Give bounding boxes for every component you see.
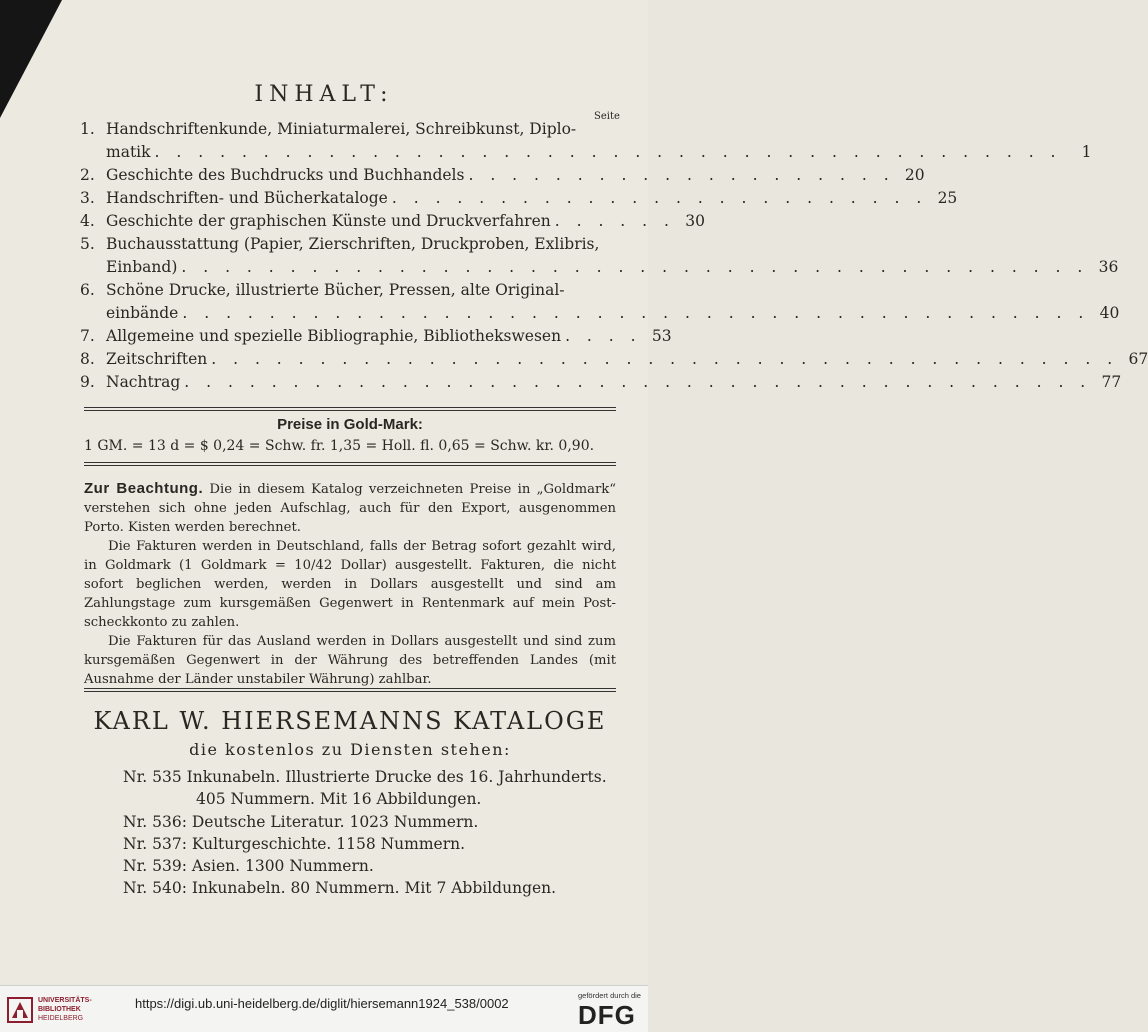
leader-dots: . . . . . . [554,212,675,230]
divider-rule [84,462,616,466]
prices-title: Preise in Gold-Mark: [277,416,423,433]
catalog-title: KARL W. HIERSEMANNS KATALOGE [93,707,607,735]
leader-dots: . . . . . . . . . . . . . . . . . . . . . . . . . . . . . . . . . . . . . . . . . . [182,304,1090,322]
toc-entry-continued: matik . . . . . . . . . . . . . . . . . . . . . . . . . . . . . . . . . . . . . . . . . . 1 [80,141,620,164]
table-of-contents [80,118,1148,394]
permalink-url[interactable]: https://digi.ub.uni-heidelberg.de/diglit/hiersemann1924_538/0002 [135,996,509,1011]
leader-dots: . . . . . . . . . . . . . . . . . . . . . . . . . . . . . . . . . . . . . . . . . . [154,143,1062,161]
catalog-item: Nr. 540: Inkunabeln. 80 Nummern. Mit 7 Abbildungen. [123,879,557,898]
university-seal-icon [6,994,34,1024]
leader-dots: . . . . . . . . . . . . . . . . . . . . . . . . . . . . . . . . . . . . . . . . . . [181,258,1089,276]
library-logo-text[interactable]: UNIVERSITÄTS- BIBLIOTHEK HEIDELBERG [38,997,92,1022]
notice-heading: Zur Beachtung. [84,480,204,497]
catalog-item: Nr. 536: Deutsche Literatur. 1023 Nummern. [123,812,479,831]
prices-conversion-line: 1 GM. = 13 d = $ 0,24 = Schw. fr. 1,35 = Holl. fl. 0,65 = Schw. kr. 0,90. [84,438,595,454]
toc-entry: 6. Schöne Drucke, illustrierte Bücher, Pressen, alte Original- [80,281,565,299]
notice-paragraph: Die Fakturen für das Ausland werden in Dollars ausgestellt und sind zum kursgemäßen Gegenwert in der Währung des betreffenden Landes (mit Ausnahme der Länder unstabiler Währung) zahlbar. [84,634,616,687]
toc-title: INHALT: [254,82,394,107]
leader-dots: . . . . . . . . . . . . . . . . . . . . [468,166,895,184]
toc-entry: 1. Handschriftenkunde, Miniaturmalerei, Schreibkunst, Diplo- [80,120,577,138]
toc-entry-continued: Einband) . . . . . . . . . . . . . . . . . . . . . . . . . . . . . . . . . . . . . . . . . . 36 [80,256,620,279]
notice-section [84,479,616,689]
catalog-list [123,766,623,900]
page-column-header: Seite [594,111,620,122]
funding-label: gefördert durch die [578,991,641,1000]
leader-dots: . . . . . . . . . . . . . . . . . . . . . . . . . [391,189,928,207]
catalog-subtitle: die kostenlos zu Diensten stehen: [189,740,511,759]
toc-entry: 4. Geschichte der graphischen Künste und Druckverfahren . . . . . . 30 [80,210,620,233]
leader-dots: . . . . [565,327,642,345]
toc-entry: 9. Nachtrag . . . . . . . . . . . . . . . . . . . . . . . . . . . . . . . . . . . . . . . . . . 77 [80,371,620,394]
toc-entry: 7. Allgemeine und spezielle Bibliographie, Bibliothekswesen . . . . 53 [80,325,620,348]
catalog-item: Nr. 537: Kulturgeschichte. 1158 Nummern. [123,834,466,853]
divider-rule [84,688,616,692]
toc-entry: 5. Buchausstattung (Papier, Zierschriften, Druckproben, Exlibris, [80,235,600,253]
dfg-logo[interactable]: DFG [578,1000,636,1030]
page-corner-shadow-top [0,0,42,30]
catalog-item-continued: 405 Nummern. Mit 16 Abbildungen. [196,790,482,809]
toc-entry: 3. Handschriften- und Bücherkataloge . . . . . . . . . . . . . . . . . . . . . . . . . 25 [80,187,620,210]
toc-entry-continued: einbände . . . . . . . . . . . . . . . . . . . . . . . . . . . . . . . . . . . . . . . . . . 40 [80,302,620,325]
toc-entry: 2. Geschichte des Buchdrucks und Buchhandels . . . . . . . . . . . . . . . . . . . . 20 [80,164,620,187]
toc-entry: 8. Zeitschriften . . . . . . . . . . . . . . . . . . . . . . . . . . . . . . . . . . . . . . . . . . 67 [80,348,620,371]
leader-dots: . . . . . . . . . . . . . . . . . . . . . . . . . . . . . . . . . . . . . . . . . . [211,350,1119,368]
catalog-item: Nr. 535 Inkunabeln. Illustrierte Drucke des 16. Jahrhunderts. [123,768,607,786]
notice-paragraph: Zur Beachtung. Die in diesem Katalog verzeichneten Preise in „Goldmark“ verstehen sich ohne jeden Aufschlag, auch für den Export, ausgenommen Porto. Kisten werden berechnet. [84,480,616,535]
leader-dots: . . . . . . . . . . . . . . . . . . . . . . . . . . . . . . . . . . . . . . . . . . [184,373,1092,391]
notice-paragraph: Die Fakturen werden in Deutschland, falls der Betrag sofort gezahlt wird, in Goldmark (1 Goldmark = 10/42 Dollar) ausgestellt. Fakturen, die nicht sofort beglichen werden, werden in Dollars ausgestellt und sind am Zahlungstage zum kursgemäßen Gegenwert in Rentenmark auf mein Post-scheckkonto zu zahlen. [84,539,616,630]
catalog-item: Nr. 539: Asien. 1300 Nummern. [123,857,374,876]
divider-rule [84,407,616,411]
viewer-footer [0,985,648,1032]
